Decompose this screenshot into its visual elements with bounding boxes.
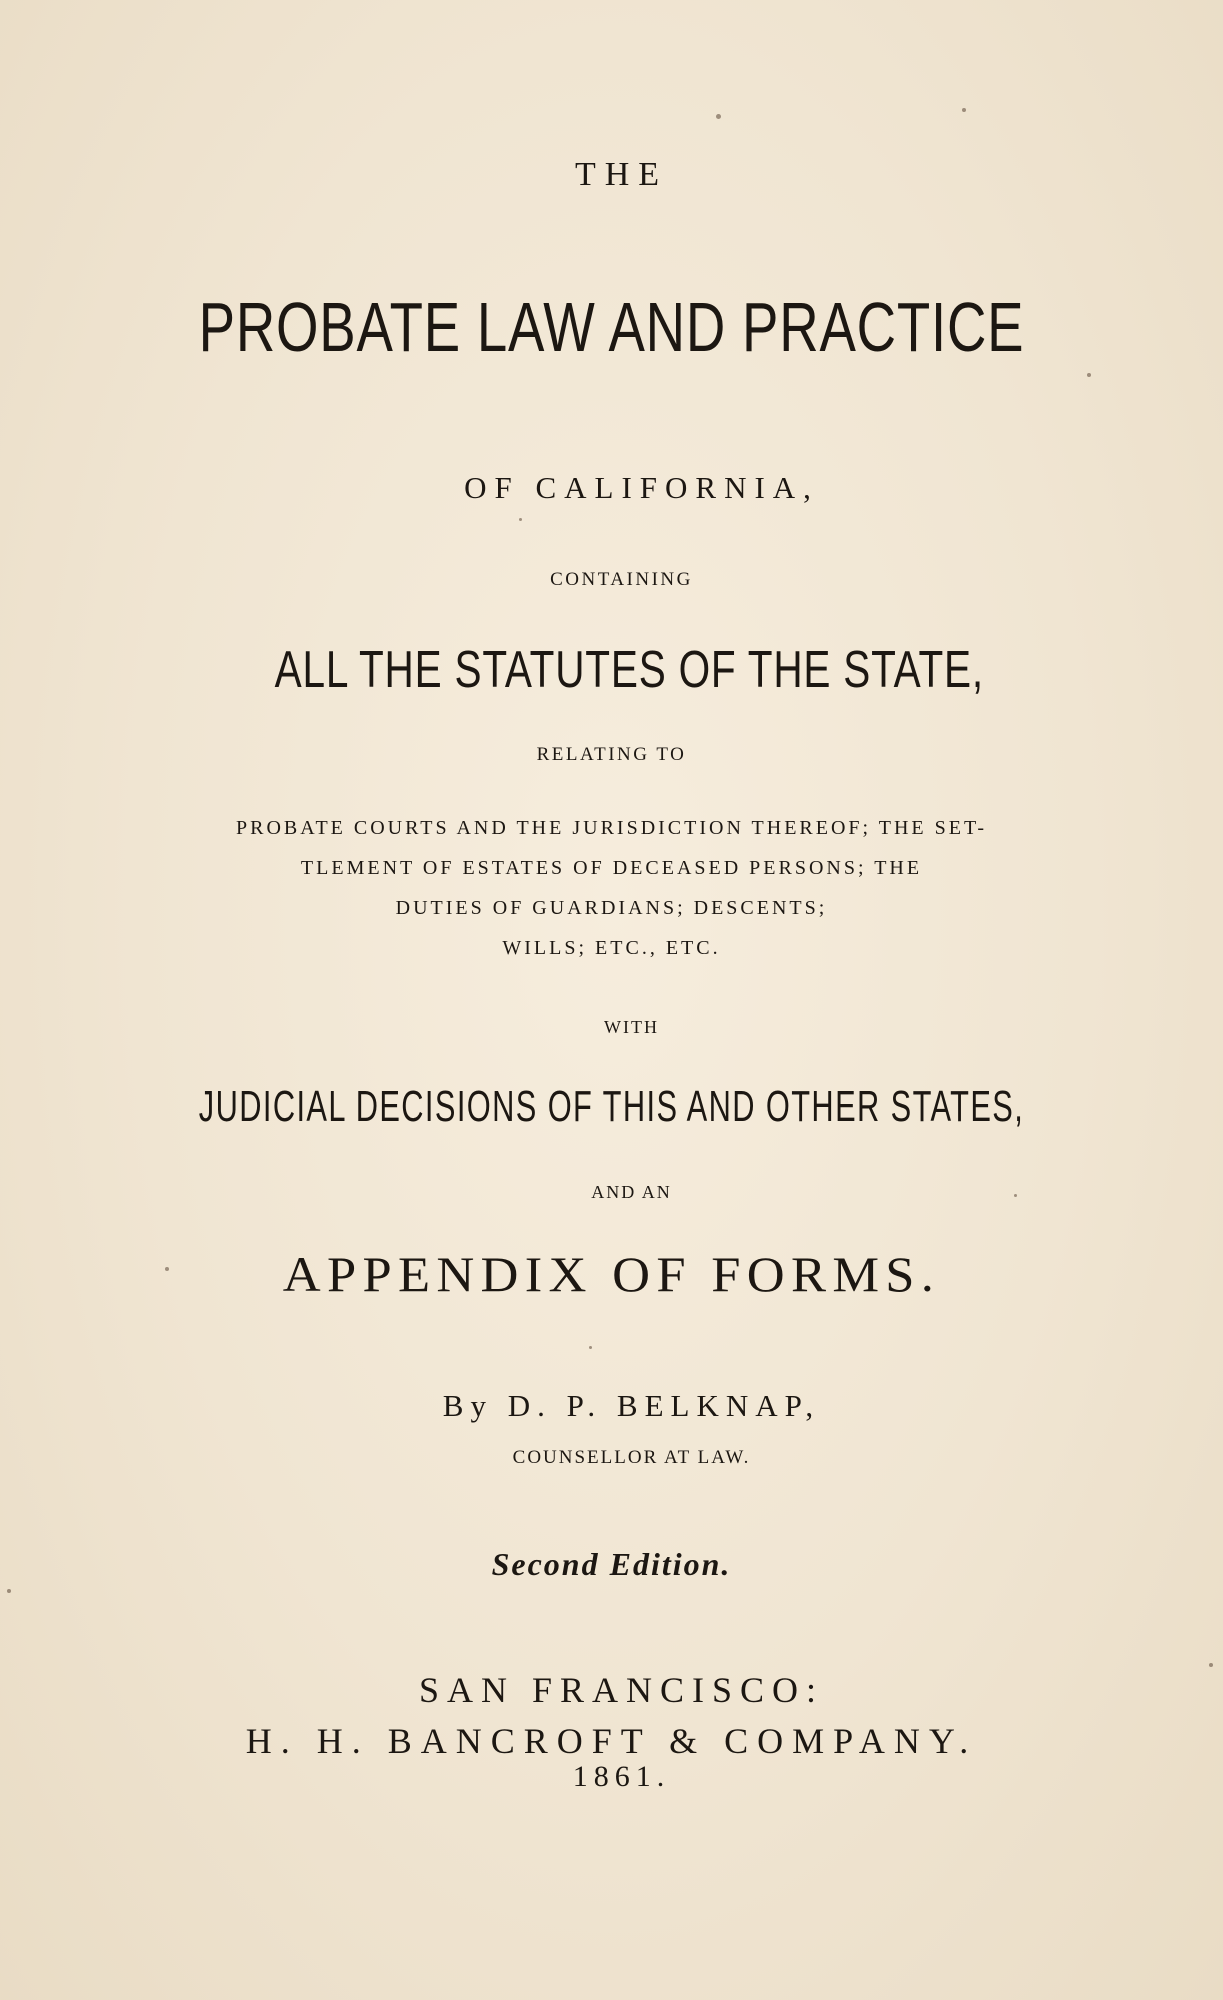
description-line: DUTIES OF GUARDIANS; DESCENTS; bbox=[395, 897, 828, 919]
paper-speck bbox=[716, 114, 721, 119]
book-title: PROBATE LAW AND PRACTICE bbox=[198, 288, 1025, 366]
paper-speck bbox=[519, 518, 522, 521]
paper-speck bbox=[1209, 1663, 1213, 1667]
paper-speck bbox=[1014, 1194, 1017, 1197]
statutes-heading: ALL THE STATUTES OF THE STATE, bbox=[274, 641, 984, 699]
paper-speck bbox=[589, 1346, 592, 1349]
description-line: PROBATE COURTS AND THE JURISDICTION THEREOF; THE SET- bbox=[235, 817, 987, 839]
judicial-heading: JUDICIAL DECISIONS OF THIS AND OTHER STATES, bbox=[198, 1082, 1025, 1131]
paper-speck bbox=[962, 108, 966, 112]
author-title: COUNSELLOR AT LAW. bbox=[512, 1447, 751, 1468]
description-line: TLEMENT OF ESTATES OF DECEASED PERSONS; THE bbox=[300, 857, 923, 879]
title-article: THE bbox=[574, 156, 669, 193]
containing-label: CONTAINING bbox=[550, 569, 693, 590]
and-an-label: AND AN bbox=[591, 1182, 672, 1202]
description-line: WILLS; ETC., ETC. bbox=[502, 937, 721, 959]
title-subtitle: OF CALIFORNIA, bbox=[464, 470, 819, 505]
appendix-heading: APPENDIX OF FORMS. bbox=[282, 1246, 941, 1302]
edition-label: Second Edition. bbox=[491, 1546, 732, 1582]
paper-speck bbox=[7, 1589, 11, 1593]
publication-year: 1861. bbox=[572, 1760, 671, 1793]
paper-speck bbox=[1087, 373, 1091, 377]
author-line: By D. P. BELKNAP, bbox=[442, 1388, 821, 1423]
paper-speck bbox=[165, 1267, 169, 1271]
publisher-city: SAN FRANCISCO: bbox=[418, 1670, 825, 1710]
publisher-name: H. H. BANCROFT & COMPANY. bbox=[245, 1721, 978, 1761]
relating-label: RELATING TO bbox=[536, 744, 687, 765]
with-label: WITH bbox=[604, 1017, 659, 1037]
